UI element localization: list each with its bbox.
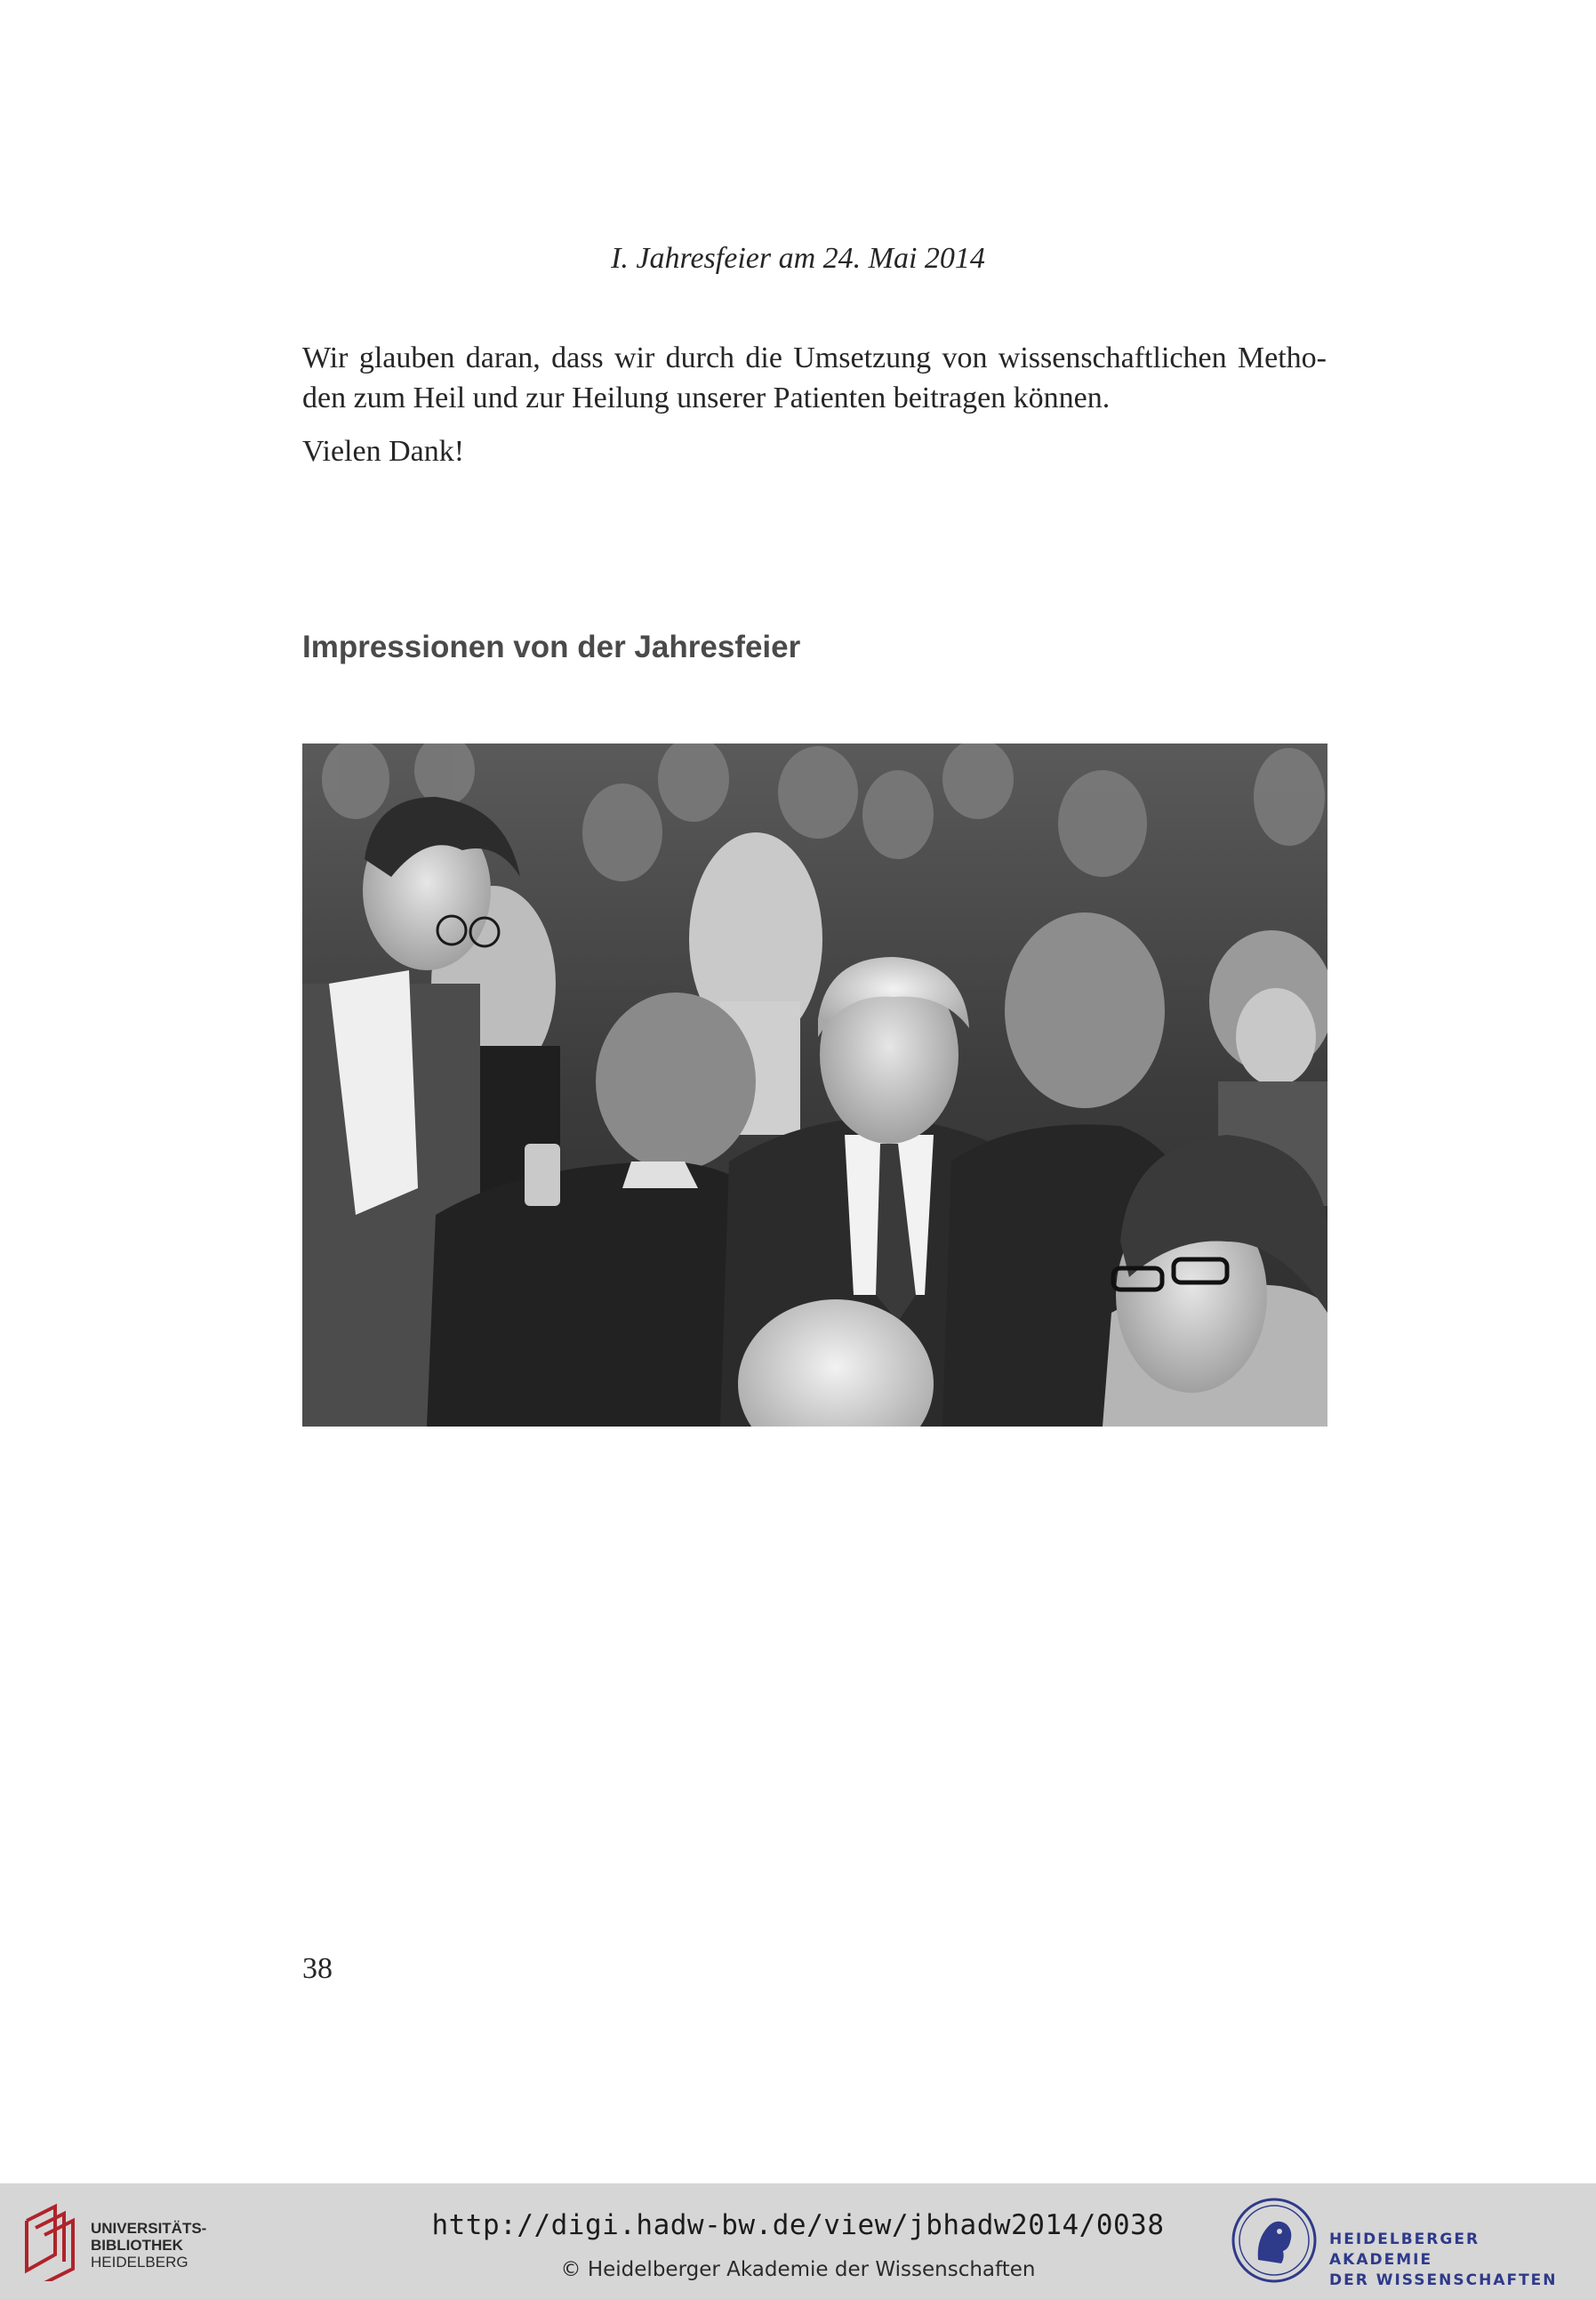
permalink[interactable]: http://digi.hadw-bw.de/view/jbhadw2014/0038	[431, 2209, 1165, 2241]
body-line: den zum Heil und zur Heilung unserer Patienten beitragen können.	[302, 382, 1111, 414]
academy-logo[interactable]	[1230, 2194, 1585, 2287]
body-paragraph	[302, 338, 1327, 418]
body-line: Wir glauben daran, dass wir durch die Umsetzung von wissenschaftlichen Metho-	[302, 342, 1327, 374]
academy-name-line: HEIDELBERGER AKADEMIE	[1329, 2231, 1480, 2269]
footer-copyright: © Heidelberger Akademie der Wissenschaften	[560, 2258, 1036, 2281]
library-name-line: HEIDELBERG	[91, 2254, 188, 2271]
library-name-line: UNIVERSITÄTS-	[91, 2220, 207, 2237]
running-head: I. Jahresfeier am 24. Mai 2014	[611, 242, 985, 275]
academy-name-line: DER WISSENSCHAFTEN	[1329, 2271, 1558, 2289]
closing-paragraph: Vielen Dank!	[302, 435, 465, 468]
photo-icon	[302, 744, 1327, 1427]
page-number: 38	[302, 1952, 333, 1985]
footer-bar	[0, 2183, 1596, 2299]
library-name-line: BIBLIOTHEK	[91, 2237, 183, 2254]
academy-seal-icon	[1230, 2196, 1319, 2285]
event-photo	[302, 744, 1327, 1427]
section-heading: Impressionen von der Jahresfeier	[302, 630, 801, 664]
